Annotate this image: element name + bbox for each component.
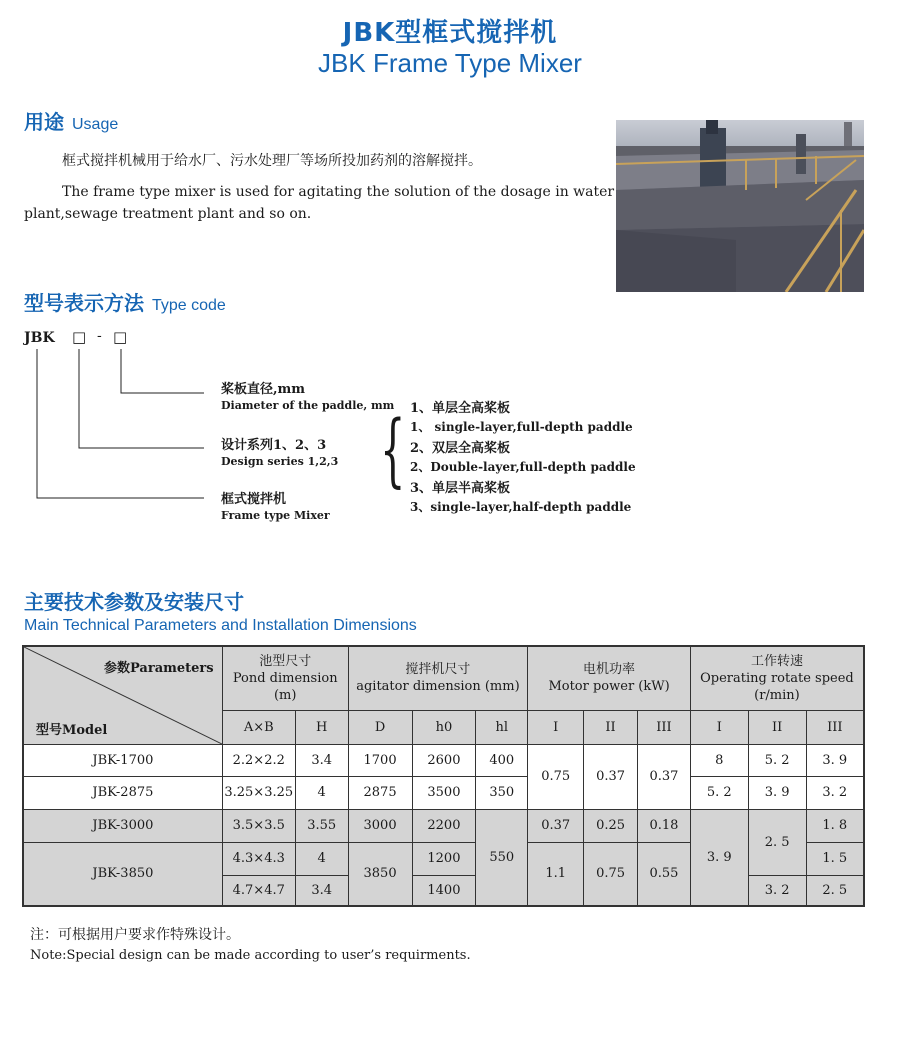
table-cell: 2875 [348,776,412,809]
table-cell: 2. 5 [806,875,864,906]
options-brace: { [380,403,406,496]
usage-heading-cn: 用途 [24,110,64,134]
table-cell: 4.3×4.3 [222,842,295,875]
table-cell: 1.1 [528,842,584,906]
type-code-heading-en: Type code [152,297,226,314]
table-cell: 550 [476,809,528,906]
sub-header: I [528,710,584,744]
table-cell: 4 [295,842,348,875]
model-cell: JBK-3000 [23,809,222,842]
page-title-cn: JBK型框式搅拌机 [342,18,558,48]
type-code-dash: - [97,328,102,344]
table-row [23,809,864,842]
table-cell: 1700 [348,744,412,776]
sub-header: I [690,710,748,744]
table-cell: 1. 5 [806,842,864,875]
table-cell: 2600 [412,744,476,776]
model-cell: JBK-1700 [23,744,222,776]
specs-heading-en: Main Technical Parameters and Installation Dimensions [24,617,417,634]
group-pond-en: Pond dimension (m) [232,670,338,703]
table-cell: 0.37 [584,744,638,809]
group-agitator-en: agitator dimension (mm) [356,679,520,695]
type-code-heading-cn: 型号表示方法 [24,291,144,315]
label-paddle-en: Diameter of the paddle, mm [221,399,395,412]
group-agitator-header [348,646,528,710]
type-code-box1: □ [72,328,87,346]
usage-text-en-line2: plant,sewage treatment plant and so on. [24,206,312,222]
table-cell: 3.4 [295,744,348,776]
table-cell: 3850 [348,842,412,906]
table-cell: 1400 [412,875,476,906]
sub-header: hl [476,710,528,744]
option-1-en: 1、 single-layer,full-depth paddle [410,420,633,434]
note-en: Note:Special design can be made according to user’s requirments. [30,948,471,963]
group-speed-unit: (r/min) [754,687,800,703]
table-cell: 0.55 [638,842,691,906]
table-cell: 0.75 [528,744,584,809]
table-cell: 400 [476,744,528,776]
table-row [23,744,864,776]
group-motor-en: Motor power (kW) [548,679,670,695]
sub-header: h0 [412,710,476,744]
group-speed-en: Operating rotate speed [700,670,854,686]
label-mixer-cn: 框式搅拌机 [221,492,287,507]
group-speed-cn: 工作转速 [750,653,803,669]
model-cell: JBK-3850 [23,842,222,906]
corner-header-cell [23,646,222,744]
table-cell: 2. 5 [748,809,806,875]
type-code-box2: □ [113,328,128,346]
table-cell: 350 [476,776,528,809]
usage-text-en-line1: The frame type mixer is used for agitating the solution of the dosage in water [62,184,615,200]
table-cell: 3. 9 [748,776,806,809]
table-cell: 3.55 [295,809,348,842]
table-cell: 5. 2 [748,744,806,776]
table-cell: 0.37 [528,809,584,842]
label-mixer-en: Frame type Mixer [221,509,330,522]
table-cell: 0.37 [638,744,691,809]
table-cell: 0.18 [638,809,691,842]
label-series-en: Design series 1,2,3 [221,455,339,468]
table-cell: 3. 9 [806,744,864,776]
group-motor-header [528,646,691,710]
option-1-cn: 1、单层全高桨板 [410,401,511,416]
sub-header: II [748,710,806,744]
group-motor-cn: 电机功率 [583,662,636,678]
table-cell: 3.5×3.5 [222,809,295,842]
sub-header: II [584,710,638,744]
specs-table [22,645,865,907]
group-agitator-cn: 搅拌机尺寸 [405,662,471,678]
table-cell: 3000 [348,809,412,842]
corner-parameters: 参数Parameters [104,661,214,676]
page-title-en: JBK Frame Type Mixer [318,48,582,78]
note-cn: 注：可根据用户要求作特殊设计。 [30,927,240,943]
table-cell: 3.25×3.25 [222,776,295,809]
table-cell: 3500 [412,776,476,809]
option-2-en: 2、Double-layer,full-depth paddle [410,460,636,474]
group-speed-header [690,646,864,710]
table-cell: 0.25 [584,809,638,842]
option-3-en: 3、single-layer,half-depth paddle [410,500,632,514]
sub-header: III [638,710,691,744]
sub-header: A×B [222,710,295,744]
specs-heading-cn: 主要技术参数及安装尺寸 [24,590,244,614]
group-pond-header [222,646,348,710]
sub-header: H [295,710,348,744]
label-paddle-cn: 桨板直径,mm [221,382,306,397]
table-cell: 3. 2 [806,776,864,809]
table-cell: 3. 9 [690,809,748,906]
option-2-cn: 2、双层全高桨板 [410,441,511,456]
table-cell: 4 [295,776,348,809]
table-row [23,776,864,809]
table-cell: 5. 2 [690,776,748,809]
sub-header: III [806,710,864,744]
table-cell: 2200 [412,809,476,842]
table-cell: 2.2×2.2 [222,744,295,776]
option-3-cn: 3、单层半高桨板 [410,481,511,496]
table-cell: 4.7×4.7 [222,875,295,906]
corner-model: 型号Model [36,723,108,738]
label-series-cn: 设计系列1、2、3 [221,438,327,453]
usage-heading-en: Usage [72,116,119,133]
table-cell: 1. 8 [806,809,864,842]
type-code-prefix: JBK [24,330,55,346]
sub-header: D [348,710,412,744]
usage-text-cn: 框式搅拌机械用于给水厂、污水处理厂等场所投加药剂的溶解搅拌。 [62,153,482,169]
group-pond-cn: 池型尺寸 [259,653,312,669]
table-cell: 1200 [412,842,476,875]
table-cell: 0.75 [584,842,638,906]
table-cell: 3.4 [295,875,348,906]
table-cell: 3. 2 [748,875,806,906]
table-cell: 8 [690,744,748,776]
model-cell: JBK-2875 [23,776,222,809]
